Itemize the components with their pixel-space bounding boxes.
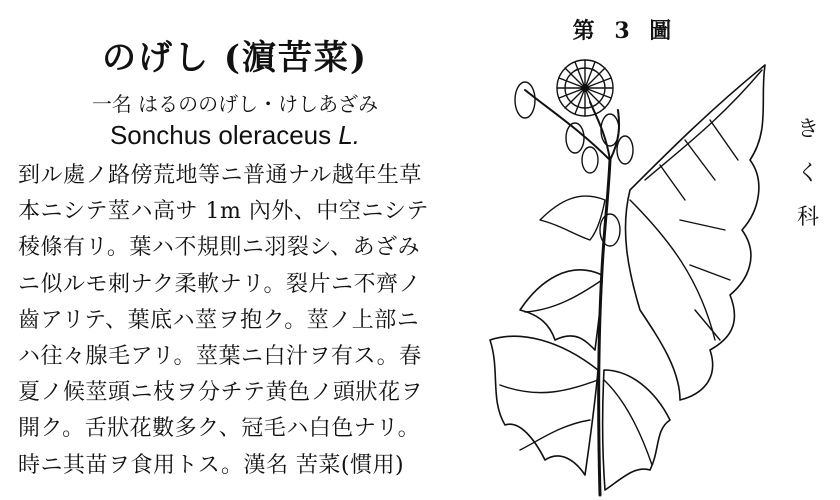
description-line: 開ク。舌狀花數多ク、冠毛ハ白色ナリ。 bbox=[18, 416, 421, 442]
flower-bud bbox=[566, 123, 584, 153]
description-line: 齒アリテ、葉底ハ莖ヲ抱ク。莖ノ上部ニ bbox=[18, 307, 420, 333]
description-line: 夏ノ候莖頭ニ枝ヲ分チテ黄色ノ頭狀花ヲ bbox=[18, 380, 424, 406]
scientific-name bbox=[0, 120, 470, 151]
stem bbox=[599, 160, 610, 495]
leaf bbox=[625, 65, 765, 400]
leaf-vein bbox=[660, 120, 738, 340]
description-line: 稜條有リ。葉ハ不規則ニ羽裂シ、あざみ bbox=[18, 235, 421, 261]
family-label-char: き bbox=[796, 117, 819, 142]
leaf bbox=[540, 196, 605, 240]
family-label-char: 科 bbox=[796, 205, 819, 230]
leaf bbox=[490, 336, 598, 475]
description-line: ニ似ルモ刺ナク柔軟ナリ。裂片ニ不齊ノ bbox=[18, 271, 422, 297]
flower-bud bbox=[515, 82, 535, 118]
flower-bud bbox=[582, 147, 598, 173]
leaf-vein bbox=[500, 380, 598, 450]
family-label-char: く bbox=[796, 161, 819, 186]
flower-bud bbox=[600, 214, 620, 246]
description-line: 到ル處ノ路傍荒地等ニ普通ナル越年生草 bbox=[18, 163, 422, 188]
scientific-name-species: Sonchus oleraceus bbox=[109, 120, 332, 150]
page-title: のげし (濵苦菜) bbox=[101, 38, 368, 78]
flower-head bbox=[557, 60, 613, 116]
leaf bbox=[603, 370, 670, 490]
description-line: 本ニシテ莖ハ高サ 1m 內外、中空ニシテ bbox=[18, 199, 429, 225]
plant-illustration bbox=[480, 40, 790, 500]
family-label bbox=[793, 108, 823, 240]
description-body bbox=[18, 158, 468, 484]
scientific-name-author: L. bbox=[338, 120, 361, 150]
description-line: ハ往々腺毛アリ。莖葉ニ白汁ヲ有ス。春 bbox=[18, 343, 422, 369]
leaf-vein bbox=[604, 380, 652, 465]
flower-bud bbox=[617, 136, 633, 164]
description-line: 時ニ其苗ヲ食用トス。漢名 苦菜(慣用) bbox=[18, 452, 405, 478]
alternate-names: 一名 はるののげし・けしあざみ bbox=[91, 92, 379, 116]
leaf-vein bbox=[525, 280, 602, 312]
figure-label: 第 3 圖 bbox=[572, 18, 678, 44]
leaf-vein bbox=[630, 70, 762, 340]
flower-bud bbox=[601, 114, 619, 146]
